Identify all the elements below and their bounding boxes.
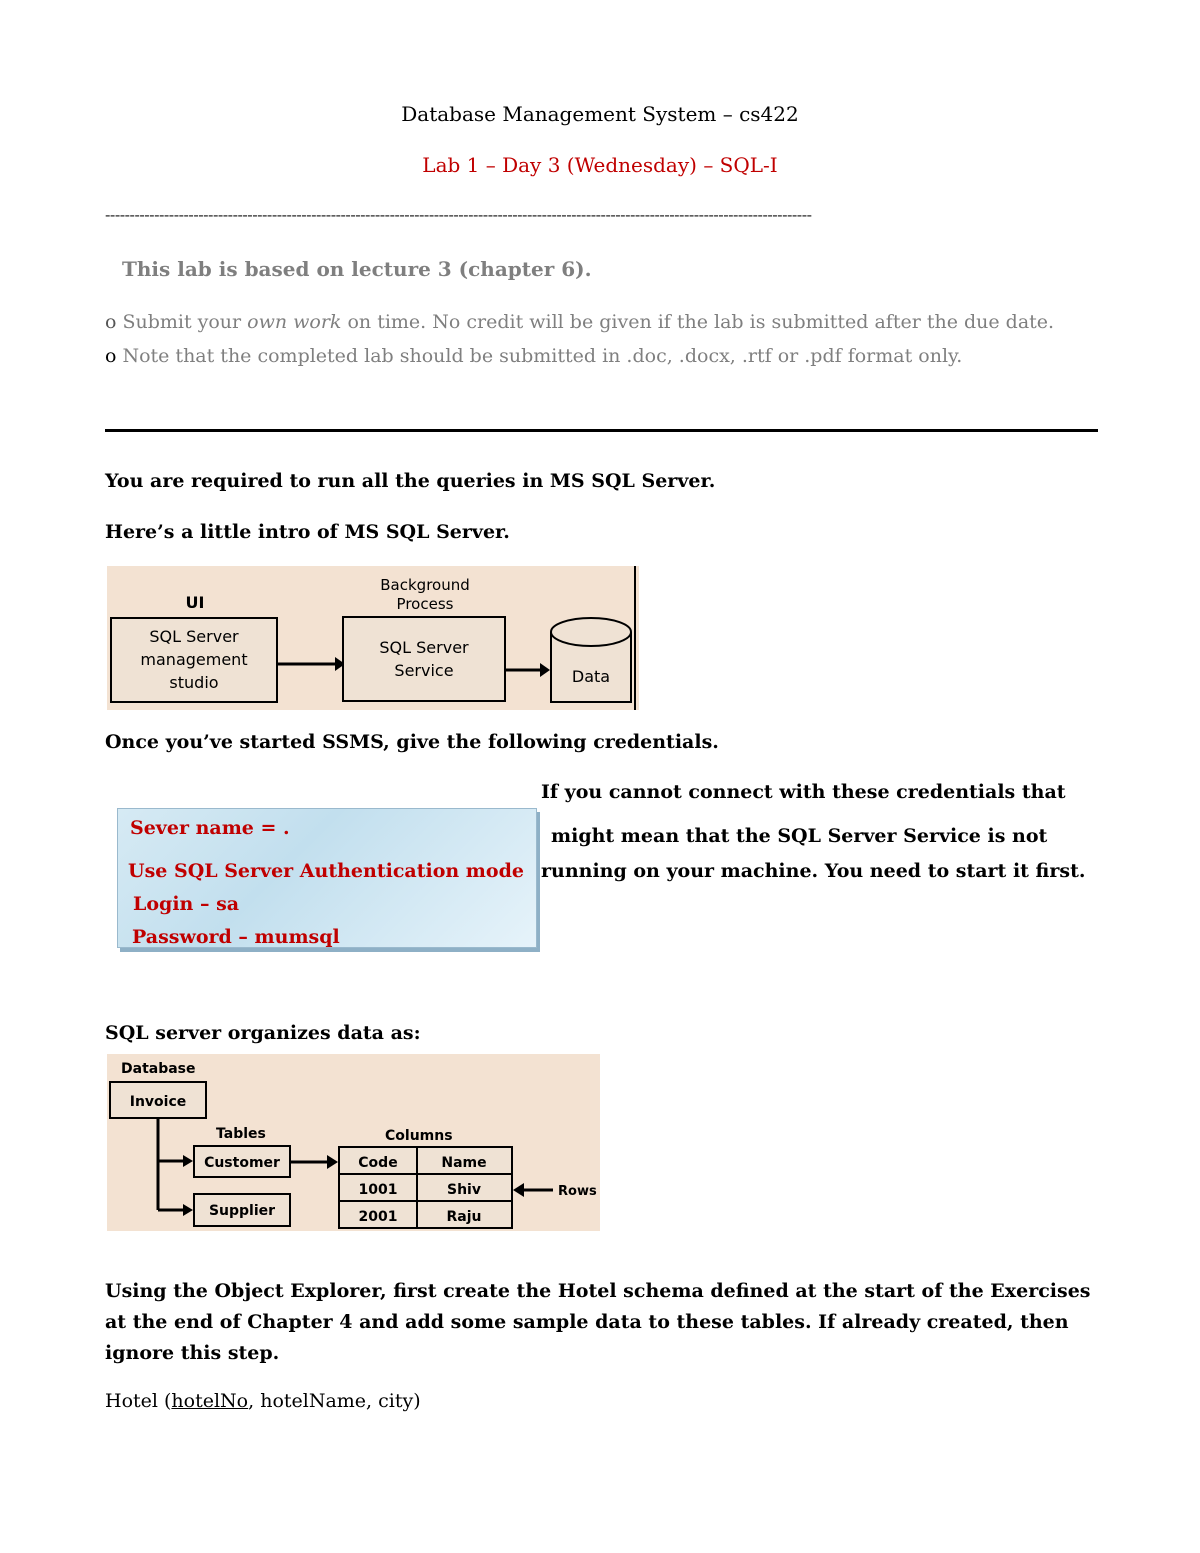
login: Login – sa	[133, 893, 240, 915]
run-queries-line: You are required to run all the queries in MS SQL Server.	[105, 470, 716, 492]
auth-mode: Use SQL Server Authentication mode	[128, 860, 524, 882]
ssms-line-3: studio	[169, 673, 219, 692]
organizes-line: SQL server organizes data as:	[105, 1022, 421, 1044]
background-line-1: Background	[380, 576, 470, 594]
arrow-head-icon	[540, 663, 550, 677]
ssms-credentials-line: Once you’ve started SSMS, give the following credentials.	[105, 731, 719, 753]
table-customer: Customer	[204, 1155, 280, 1171]
bullet-circle-icon: o	[105, 311, 117, 333]
service-line-2: Service	[394, 661, 454, 680]
cell-name-2: Raju	[446, 1209, 482, 1225]
page-title: Database Management System – cs422	[401, 102, 799, 126]
cell-name-1: Shiv	[447, 1182, 481, 1198]
data-organization-diagram	[107, 1054, 600, 1231]
database-label: Database	[121, 1061, 196, 1077]
note-line-2: might mean that the SQL Server Service is not	[551, 825, 1048, 847]
tables-label: Tables	[216, 1126, 266, 1142]
primary-key: hotelNo	[171, 1390, 249, 1412]
intro-line: Here’s a little intro of MS SQL Server.	[105, 521, 510, 543]
arrow-head-icon	[183, 1204, 193, 1216]
cell-code-2: 2001	[358, 1209, 398, 1225]
service-line-1: SQL Server	[379, 638, 469, 657]
horizontal-rule	[105, 429, 1098, 432]
bullet-circle-icon: o	[105, 345, 117, 367]
arrow-head-icon	[513, 1183, 524, 1197]
arrow-head-icon	[183, 1155, 193, 1167]
hotel-schema-instructions: Using the Object Explorer, first create the Hotel schema defined at the start of the Exercises at the end of Chapter 4 and add some sample data to these tables. If already created, then ignore this step.	[105, 1280, 1091, 1364]
server-name: Sever name = .	[130, 817, 290, 839]
rows-label: Rows	[558, 1184, 597, 1199]
data-cylinder-top	[551, 618, 631, 646]
note-line-3: running on your machine. You need to start it first.	[541, 860, 1086, 882]
table-supplier: Supplier	[208, 1203, 276, 1219]
lab-basis-note: This lab is based on lecture 3 (chapter 6).	[122, 257, 592, 281]
cell-code-1: 1001	[358, 1182, 398, 1198]
column-header-code: Code	[358, 1155, 398, 1171]
service-box	[343, 617, 505, 701]
bullet-submit-own-work: o Submit your own work on time. No credit will be given if the lab is submitted after the due date.	[105, 311, 1055, 333]
credentials-box	[117, 808, 537, 948]
background-line-2: Process	[396, 595, 454, 613]
bullet-format-note: o Note that the completed lab should be submitted in .doc, .docx, .rtf or .pdf format only.	[105, 345, 963, 367]
ui-label: UI	[185, 593, 205, 612]
database-name: Invoice	[129, 1094, 187, 1110]
column-header-name: Name	[441, 1155, 487, 1171]
ssms-line-2: management	[140, 650, 248, 669]
dashed-separator: ------------------------------------------------------------------------------------------------------------------------------------------------	[105, 205, 812, 224]
lab-subtitle: Lab 1 – Day 3 (Wednesday) – SQL-I	[422, 153, 778, 177]
ssms-architecture-diagram	[107, 566, 639, 710]
arrow-head-icon	[327, 1155, 338, 1169]
architecture-svg	[107, 566, 639, 710]
columns-label: Columns	[385, 1128, 453, 1144]
ssms-line-1: SQL Server	[149, 627, 239, 646]
note-line-1: If you cannot connect with these credentials that	[541, 781, 1066, 803]
organization-svg	[107, 1054, 600, 1231]
data-label: Data	[571, 667, 611, 686]
password: Password – mumsql	[132, 926, 340, 948]
hotel-schema: Hotel (hotelNo, hotelName, city)	[105, 1390, 421, 1412]
